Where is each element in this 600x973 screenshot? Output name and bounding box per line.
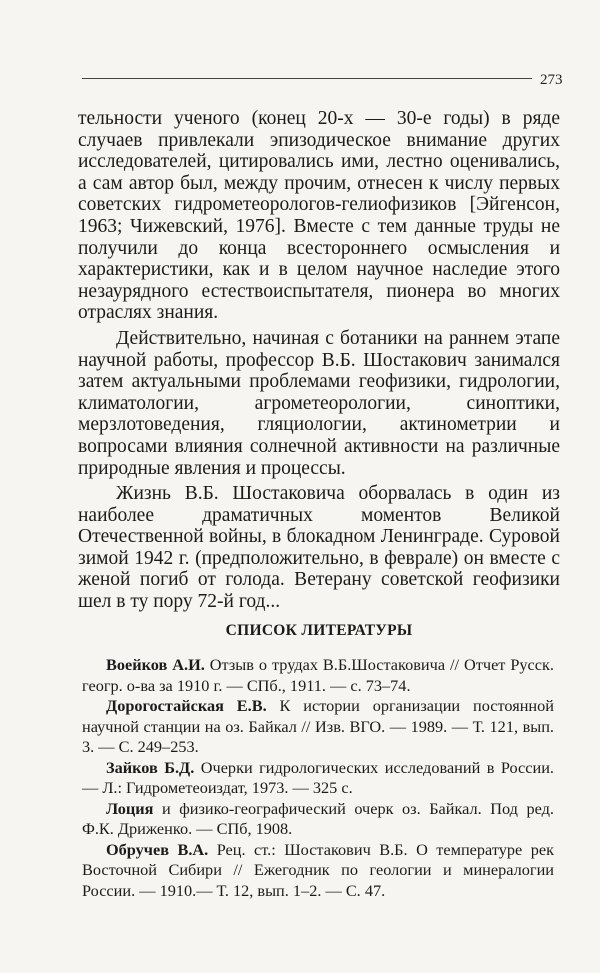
header-rule [82,78,532,79]
body-text [78,108,560,613]
paragraph-2: Действительно, начиная с ботаники на раннем этапе научной работы, профессор В.Б. Шостакович занимался затем актуальными проблемами геофизики, гидрологии, климатологии, агрометеорологии, синоптики, мерзлотоведения, гляциологии, актинометрии и вопросами влияния солнечной активности на различные природные явления и процессы. [78,327,560,479]
references-list [82,655,554,901]
reference-item [82,840,554,902]
references-title: СПИСОК ЛИТЕРАТУРЫ [225,622,413,639]
reference-item [82,758,554,799]
reference-author: Воейков А.И. [106,655,205,674]
reference-author: Лоция [106,798,154,818]
reference-item [82,799,554,840]
reference-text: К истории организации постоянной научной станции на оз. Байкал // Изв. ВГО. — 1989. — Т. 121, вып. 3. — С. 249–253. [82,696,554,756]
reference-item [82,655,554,696]
reference-text: и физико-географический очерк оз. Байкал. Под ред. Ф.К. Дриженко. — СПб, 1908. [82,798,554,838]
reference-author: Дорогостайская Е.В. [106,696,267,715]
reference-text: Очерки гидрологических исследований в России. — Л.: Гидрометеоиздат, 1973. — 325 с. [82,757,554,797]
reference-text: Рец. ст.: Шостакович В.Б. О температуре рек Восточной Сибири // Ежегодник по геологии и минералогии России. — 1910.— Т. 12, вып. 1–2. — С. 47. [82,839,554,900]
reference-item [82,696,554,758]
page-number: 273 [540,72,563,88]
paragraph-3: Жизнь В.Б. Шостаковича оборвалась в один из наиболее драматичных моментов Великой Отечественной войны, в блокадном Ленинграде. Суровой зимой 1942 г. (предположительно, в феврале) он вместе с женой погиб от голода. Ветерану советской геофизики шел в ту пору 72-й год... [78,483,560,613]
reference-author: Обручев В.А. [106,839,209,859]
paragraph-1: тельности ученого (конец 20-х — 30-е годы) в ряде случаев привлекали эпизодическое внимание других исследователей, цитировались ими, лестно оценивались, а сам автор был, между прочим, отнесен к числу первых советских гидрометеорологов-гелиофизиков [Эйгенсон, 1963; Чижевский, 1976]. Вместе с тем данные труды не получили до конца всестороннего осмысления и характеристики, как и в целом научное наследие этого незаурядного естествоиспытателя, пионера во многих отраслях знания. [78,108,560,324]
reference-text: Отзыв о трудах В.Б.Шостаковича // Отчет Русск. геогр. о-ва за 1910 г. — СПб., 1911. — с. 73–74. [82,655,554,695]
reference-author: Зайков Б.Д. [106,757,195,777]
